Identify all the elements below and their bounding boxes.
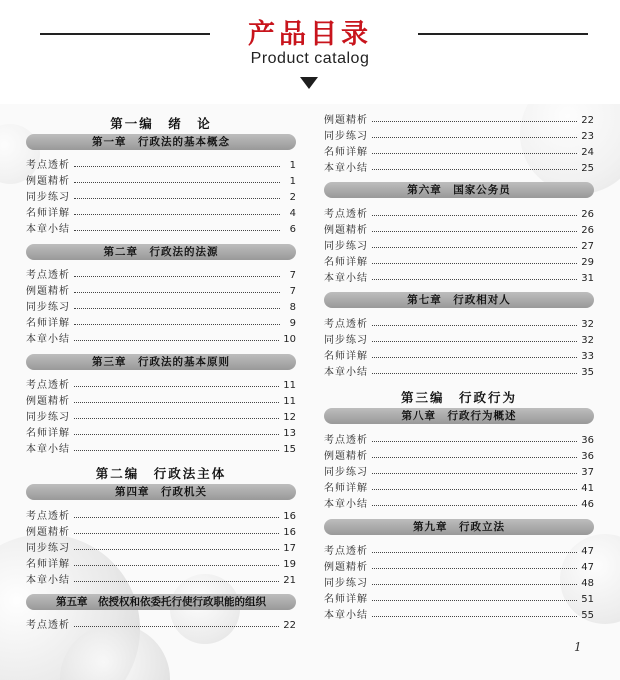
dot-leader (372, 365, 577, 374)
chapter-banner[interactable]: 第五章 依授权和依委托行使行政职能的组织 (26, 594, 296, 610)
entry-label: 本章小结 (26, 334, 70, 345)
entry-page-number: 9 (289, 318, 296, 329)
entry-page-number: 46 (581, 499, 594, 510)
dot-leader (74, 300, 280, 309)
toc-entry[interactable] (26, 376, 296, 391)
entry-label: 本章小结 (324, 273, 368, 284)
toc-entry[interactable] (26, 220, 296, 235)
entry-label: 例题精析 (324, 562, 368, 573)
toc-entry[interactable] (324, 315, 594, 330)
dot-leader (74, 268, 280, 277)
dot-leader (74, 332, 279, 341)
dot-leader (372, 433, 577, 442)
entry-page-number: 4 (289, 208, 296, 219)
entry-label: 同步练习 (324, 241, 368, 252)
entry-page-number: 32 (581, 335, 594, 346)
toc-entry[interactable] (26, 188, 296, 203)
dot-leader (372, 239, 577, 248)
entry-page-number: 47 (581, 562, 594, 573)
part-heading: 第三编 行政行为 (400, 390, 517, 405)
toc-entry[interactable] (26, 392, 296, 407)
dot-leader (74, 573, 279, 582)
entry-page-number: 10 (283, 334, 296, 345)
entry-label: 名师详解 (26, 208, 70, 219)
dot-leader (74, 509, 279, 518)
dot-leader (372, 113, 577, 122)
entry-page-number: 11 (283, 380, 296, 391)
dot-leader (74, 158, 280, 167)
entry-page-number: 41 (581, 483, 594, 494)
dot-leader (372, 145, 577, 154)
entry-label: 考点透析 (26, 270, 70, 281)
dot-leader (372, 560, 577, 569)
dot-leader (74, 618, 279, 627)
entry-page-number: 37 (581, 467, 594, 478)
entry-page-number: 21 (283, 575, 296, 586)
header-rule-right (418, 33, 588, 35)
toc-entry[interactable] (26, 555, 296, 570)
toc-entry[interactable] (324, 347, 594, 362)
chapter-banner[interactable]: 第六章 国家公务员 (324, 182, 594, 198)
entry-label: 例题精析 (26, 176, 70, 187)
entry-page-number: 2 (289, 192, 296, 203)
entry-page-number: 26 (581, 209, 594, 220)
toc-entry[interactable] (26, 298, 296, 313)
toc-entry[interactable] (26, 314, 296, 329)
dot-leader (74, 174, 280, 183)
toc-entry[interactable] (26, 440, 296, 455)
dot-leader (74, 394, 279, 403)
toc-entry[interactable] (26, 330, 296, 345)
chapter-banner[interactable]: 第四章 行政机关 (26, 484, 296, 500)
entry-page-number: 1 (289, 160, 296, 171)
entry-label: 同步练习 (324, 467, 368, 478)
toc-entry[interactable] (324, 269, 594, 284)
entry-page-number: 12 (283, 412, 296, 423)
chapter-banner[interactable]: 第八章 行政行为概述 (324, 408, 594, 424)
entry-label: 名师详解 (324, 351, 368, 362)
entry-label: 同步练习 (26, 412, 70, 423)
entry-page-number: 6 (289, 224, 296, 235)
entry-page-number: 29 (581, 257, 594, 268)
dot-leader (372, 497, 577, 506)
toc-entry[interactable] (324, 574, 594, 589)
entry-label: 例题精析 (324, 225, 368, 236)
entry-page-number: 51 (581, 594, 594, 605)
entry-label: 例题精析 (324, 115, 368, 126)
dot-leader (372, 317, 577, 326)
entry-page-number: 55 (581, 610, 594, 621)
dot-leader (372, 333, 577, 342)
toc-entry[interactable] (324, 495, 594, 510)
toc-entry[interactable] (324, 558, 594, 573)
entry-page-number: 22 (283, 620, 296, 631)
entry-label: 例题精析 (324, 451, 368, 462)
entry-label: 例题精析 (26, 286, 70, 297)
entry-label: 本章小结 (26, 444, 70, 455)
entry-label: 例题精析 (26, 527, 70, 538)
dot-leader (372, 576, 577, 585)
toc-entry[interactable] (26, 204, 296, 219)
entry-page-number: 7 (289, 286, 296, 297)
dot-leader (372, 465, 577, 474)
dot-leader (74, 426, 279, 435)
entry-page-number: 25 (581, 163, 594, 174)
entry-page-number: 17 (283, 543, 296, 554)
toc-entry[interactable] (26, 571, 296, 586)
dot-leader (372, 592, 577, 601)
toc-entry[interactable] (26, 282, 296, 297)
dot-leader (372, 608, 577, 617)
entry-page-number: 16 (283, 511, 296, 522)
entry-label: 同步练习 (324, 335, 368, 346)
toc-entry[interactable] (324, 143, 594, 158)
entry-page-number: 19 (283, 559, 296, 570)
entry-page-number: 24 (581, 147, 594, 158)
entry-label: 本章小结 (324, 367, 368, 378)
entry-page-number: 35 (581, 367, 594, 378)
entry-label: 同步练习 (324, 131, 368, 142)
dot-leader (372, 481, 577, 490)
entry-label: 名师详解 (26, 559, 70, 570)
entry-label: 考点透析 (26, 511, 70, 522)
toc-entry[interactable] (26, 539, 296, 554)
entry-page-number: 47 (581, 546, 594, 557)
entry-label: 本章小结 (26, 224, 70, 235)
entry-label: 考点透析 (324, 319, 368, 330)
entry-page-number: 32 (581, 319, 594, 330)
toc-entry[interactable] (26, 523, 296, 538)
dot-leader (74, 525, 279, 534)
dot-leader (74, 190, 280, 199)
chapter-banner[interactable]: 第二章 行政法的法源 (26, 244, 296, 260)
page-number: 1 (574, 640, 582, 654)
toc-entry[interactable] (324, 221, 594, 236)
entry-label: 名师详解 (26, 428, 70, 439)
entry-label: 考点透析 (26, 160, 70, 171)
entry-label: 本章小结 (26, 575, 70, 586)
entry-label: 本章小结 (324, 163, 368, 174)
entry-label: 同步练习 (324, 578, 368, 589)
dot-leader (74, 557, 279, 566)
dot-leader (74, 541, 279, 550)
entry-label: 考点透析 (324, 435, 368, 446)
dot-leader (372, 349, 577, 358)
dot-leader (372, 255, 577, 264)
toc-entry[interactable] (324, 111, 594, 126)
chapter-banner[interactable]: 第七章 行政相对人 (324, 292, 594, 308)
entry-page-number: 7 (289, 270, 296, 281)
entry-page-number: 31 (581, 273, 594, 284)
entry-label: 考点透析 (26, 380, 70, 391)
catalog-subtitle: Product catalog (250, 50, 370, 67)
entry-label: 名师详解 (324, 483, 368, 494)
toc-entry[interactable] (26, 424, 296, 439)
toc-entry[interactable] (324, 447, 594, 462)
down-arrow-icon (300, 77, 318, 89)
entry-label: 名师详解 (324, 594, 368, 605)
chapter-banner[interactable]: 第九章 行政立法 (324, 519, 594, 535)
dot-leader (74, 222, 280, 231)
dot-leader (74, 378, 279, 387)
dot-leader (372, 449, 577, 458)
dot-leader (372, 223, 577, 232)
entry-page-number: 13 (283, 428, 296, 439)
entry-page-number: 1 (289, 176, 296, 187)
entry-page-number: 27 (581, 241, 594, 252)
chapter-banner[interactable]: 第三章 行政法的基本原则 (26, 354, 296, 370)
toc-entry[interactable] (26, 266, 296, 281)
entry-label: 名师详解 (26, 318, 70, 329)
entry-label: 本章小结 (324, 610, 368, 621)
toc-entry[interactable] (26, 616, 296, 631)
catalog-title: 产品目录 (248, 19, 372, 50)
entry-page-number: 26 (581, 225, 594, 236)
entry-label: 例题精析 (26, 396, 70, 407)
entry-label: 名师详解 (324, 147, 368, 158)
dot-leader (372, 161, 577, 170)
entry-page-number: 16 (283, 527, 296, 538)
dot-leader (74, 442, 279, 451)
toc-entry[interactable] (324, 479, 594, 494)
part-heading: 第二编 行政法主体 (95, 466, 227, 481)
toc-entry[interactable] (324, 127, 594, 142)
toc-entry[interactable] (324, 363, 594, 378)
toc-entry[interactable] (324, 590, 594, 605)
entry-page-number: 23 (581, 131, 594, 142)
dot-leader (372, 207, 577, 216)
toc-entry[interactable] (26, 172, 296, 187)
toc-entry[interactable] (324, 237, 594, 252)
toc-entry[interactable] (324, 542, 594, 557)
dot-leader (372, 271, 577, 280)
entry-label: 考点透析 (324, 546, 368, 557)
toc-entry[interactable] (324, 253, 594, 268)
toc-entry[interactable] (324, 463, 594, 478)
dot-leader (372, 544, 577, 553)
dot-leader (74, 284, 280, 293)
entry-label: 同步练习 (26, 192, 70, 203)
entry-page-number: 36 (581, 435, 594, 446)
toc-page (0, 104, 620, 680)
part-heading: 第一编 绪 论 (110, 116, 212, 131)
entry-page-number: 48 (581, 578, 594, 589)
entry-label: 同步练习 (26, 302, 70, 313)
toc-entry[interactable] (26, 408, 296, 423)
toc-entry[interactable] (324, 606, 594, 621)
chapter-banner[interactable]: 第一章 行政法的基本概念 (26, 134, 296, 150)
toc-entry[interactable] (324, 431, 594, 446)
dot-leader (74, 316, 280, 325)
toc-entry[interactable] (324, 159, 594, 174)
toc-entry[interactable] (26, 507, 296, 522)
dot-leader (74, 410, 279, 419)
entry-label: 同步练习 (26, 543, 70, 554)
entry-label: 考点透析 (26, 620, 70, 631)
toc-entry[interactable] (324, 205, 594, 220)
entry-page-number: 33 (581, 351, 594, 362)
entry-page-number: 15 (283, 444, 296, 455)
entry-page-number: 8 (289, 302, 296, 313)
entry-page-number: 36 (581, 451, 594, 462)
dot-leader (74, 206, 280, 215)
dot-leader (372, 129, 577, 138)
catalog-header (0, 0, 620, 100)
entry-label: 名师详解 (324, 257, 368, 268)
entry-page-number: 22 (581, 115, 594, 126)
entry-label: 本章小结 (324, 499, 368, 510)
toc-entry[interactable] (324, 331, 594, 346)
entry-label: 考点透析 (324, 209, 368, 220)
entry-page-number: 11 (283, 396, 296, 407)
toc-entry[interactable] (26, 156, 296, 171)
